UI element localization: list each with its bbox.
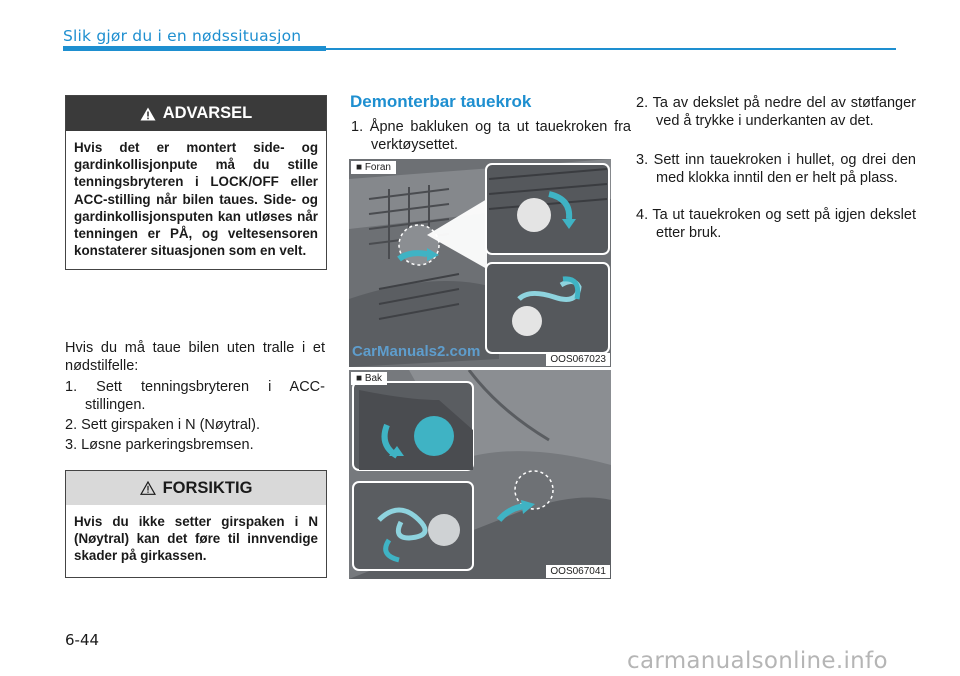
figure-tag-front: ■ Foran <box>351 161 396 174</box>
header-bar <box>63 46 326 51</box>
header-section-title: Slik gjør du i en nødssituasjon <box>63 27 302 45</box>
header-rule <box>326 48 896 50</box>
caution-header <box>66 471 326 505</box>
footer-watermark: carmanualsonline.info <box>627 648 888 674</box>
right-step-2: 2. Ta av dekslet på nedre del av støtfanger ved å trykke i underkanten av det. <box>636 95 916 129</box>
page-number: 6-44 <box>65 631 100 649</box>
caution-title: FORSIKTIG <box>162 478 253 497</box>
left-step-2: 2. Sett girspaken i N (Nøytral). <box>65 417 260 433</box>
right-step-1: 1. Åpne bakluken og ta ut tauekroken fra verktøysettet. <box>351 119 631 153</box>
warning-text: Hvis det er montert side- og gardinkollisjonpute må du stille tenningsbryteren i LOCK/OFF eller ACC-stilling når bilen taues. Side- og gardinkollisjonsputen kan utløses når tenningen er PÅ, og veltesensoren konstaterer situasjonen som en velt. <box>74 140 318 259</box>
caution-triangle-icon <box>140 481 156 495</box>
caution-box <box>65 470 327 578</box>
right-step-3: 3. Sett inn tauekroken i hullet, og drei den med klokka inntil den er helt på plass. <box>636 152 916 186</box>
front-tow-hook-illustration <box>349 159 611 367</box>
right-step-4: 4. Ta ut tauekroken og sett på igjen dekslet etter bruk. <box>636 207 916 241</box>
front-bumper-drawing <box>349 159 611 367</box>
left-step-3: 3. Løsne parkeringsbremsen. <box>65 437 254 453</box>
warning-box <box>65 95 327 270</box>
left-step-1: 1. Sett tenningsbryteren i ACC-stillingen. <box>65 379 325 413</box>
intro-text: Hvis du må taue bilen uten tralle i et nødstilfelle: <box>65 340 325 374</box>
section-title: Demonterbar tauekrok <box>350 92 532 111</box>
caution-text: Hvis du ikke setter girspaken i N (Nøytral) kan det føre til innvendige skader på girkassen. <box>74 514 318 564</box>
figure-code-front: OOS067023 <box>546 353 610 366</box>
rear-tow-hook-illustration <box>349 370 611 579</box>
rear-bumper-drawing <box>349 370 611 579</box>
warning-triangle-icon <box>140 107 156 121</box>
warning-header <box>66 96 326 131</box>
warning-title: ADVARSEL <box>162 104 253 122</box>
figure-code-rear: OOS067041 <box>546 565 610 578</box>
watermark-text: CarManuals2.com <box>352 343 481 360</box>
figure-tag-rear: ■ Bak <box>351 372 387 385</box>
